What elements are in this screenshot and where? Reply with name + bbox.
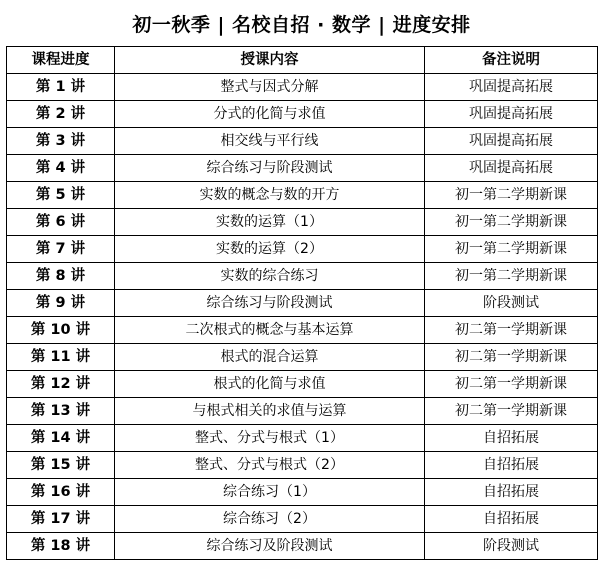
content-cell: 根式的混合运算: [115, 344, 425, 371]
table-row: [7, 128, 598, 155]
note-cell: 自招拓展: [425, 479, 598, 506]
content-cell: 实数的运算（1）: [115, 209, 425, 236]
content-cell: 综合练习（2）: [115, 506, 425, 533]
note-cell: 初二第一学期新课: [425, 398, 598, 425]
note-cell: 初一第二学期新课: [425, 236, 598, 263]
header-note: 备注说明: [425, 47, 598, 74]
table-row: [7, 209, 598, 236]
table-row: [7, 236, 598, 263]
table-row: [7, 425, 598, 452]
lesson-cell: 第 10 讲: [7, 317, 115, 344]
note-cell: 巩固提高拓展: [425, 128, 598, 155]
note-cell: 巩固提高拓展: [425, 101, 598, 128]
table-row: [7, 452, 598, 479]
note-cell: 自招拓展: [425, 452, 598, 479]
table-row: [7, 398, 598, 425]
lesson-cell: 第 6 讲: [7, 209, 115, 236]
lesson-cell: 第 7 讲: [7, 236, 115, 263]
lesson-cell: 第 3 讲: [7, 128, 115, 155]
header-lesson: 课程进度: [7, 47, 115, 74]
table-row: [7, 479, 598, 506]
content-cell: 实数的运算（2）: [115, 236, 425, 263]
lesson-cell: 第 4 讲: [7, 155, 115, 182]
note-cell: 阶段测试: [425, 290, 598, 317]
page-title: 初一秋季 | 名校自招 · 数学 | 进度安排: [132, 14, 471, 36]
note-cell: 初二第一学期新课: [425, 371, 598, 398]
lesson-cell: 第 18 讲: [7, 533, 115, 560]
table-row: [7, 155, 598, 182]
content-cell: 与根式相关的求值与运算: [115, 398, 425, 425]
note-cell: 巩固提高拓展: [425, 155, 598, 182]
lesson-cell: 第 14 讲: [7, 425, 115, 452]
lesson-cell: 第 16 讲: [7, 479, 115, 506]
table-row: [7, 182, 598, 209]
content-cell: 实数的综合练习: [115, 263, 425, 290]
content-cell: 实数的概念与数的开方: [115, 182, 425, 209]
lesson-cell: 第 9 讲: [7, 290, 115, 317]
content-cell: 综合练习及阶段测试: [115, 533, 425, 560]
note-cell: 初二第一学期新课: [425, 344, 598, 371]
content-cell: 综合练习与阶段测试: [115, 290, 425, 317]
table-row: [7, 371, 598, 398]
lesson-cell: 第 1 讲: [7, 74, 115, 101]
lesson-cell: 第 8 讲: [7, 263, 115, 290]
note-cell: 阶段测试: [425, 533, 598, 560]
note-cell: 初二第一学期新课: [425, 317, 598, 344]
content-cell: 分式的化简与求值: [115, 101, 425, 128]
table-row: [7, 101, 598, 128]
table-row: [7, 317, 598, 344]
content-cell: 整式、分式与根式（2）: [115, 452, 425, 479]
note-cell: 自招拓展: [425, 506, 598, 533]
header-content: 授课内容: [115, 47, 425, 74]
lesson-cell: 第 5 讲: [7, 182, 115, 209]
note-cell: 自招拓展: [425, 425, 598, 452]
lesson-cell: 第 17 讲: [7, 506, 115, 533]
lesson-cell: 第 12 讲: [7, 371, 115, 398]
table-row: [7, 290, 598, 317]
table-row: [7, 74, 598, 101]
lesson-cell: 第 2 讲: [7, 101, 115, 128]
table-row: [7, 533, 598, 560]
note-cell: 巩固提高拓展: [425, 74, 598, 101]
content-cell: 整式与因式分解: [115, 74, 425, 101]
content-cell: 相交线与平行线: [115, 128, 425, 155]
lesson-cell: 第 15 讲: [7, 452, 115, 479]
note-cell: 初一第二学期新课: [425, 182, 598, 209]
content-cell: 整式、分式与根式（1）: [115, 425, 425, 452]
content-cell: 综合练习（1）: [115, 479, 425, 506]
table-row: [7, 263, 598, 290]
schedule-table: [6, 46, 598, 560]
note-cell: 初一第二学期新课: [425, 209, 598, 236]
note-cell: 初一第二学期新课: [425, 263, 598, 290]
table-header-row: [7, 47, 598, 74]
table-row: [7, 344, 598, 371]
lesson-cell: 第 13 讲: [7, 398, 115, 425]
content-cell: 根式的化简与求值: [115, 371, 425, 398]
content-cell: 综合练习与阶段测试: [115, 155, 425, 182]
lesson-cell: 第 11 讲: [7, 344, 115, 371]
content-cell: 二次根式的概念与基本运算: [115, 317, 425, 344]
table-row: [7, 506, 598, 533]
